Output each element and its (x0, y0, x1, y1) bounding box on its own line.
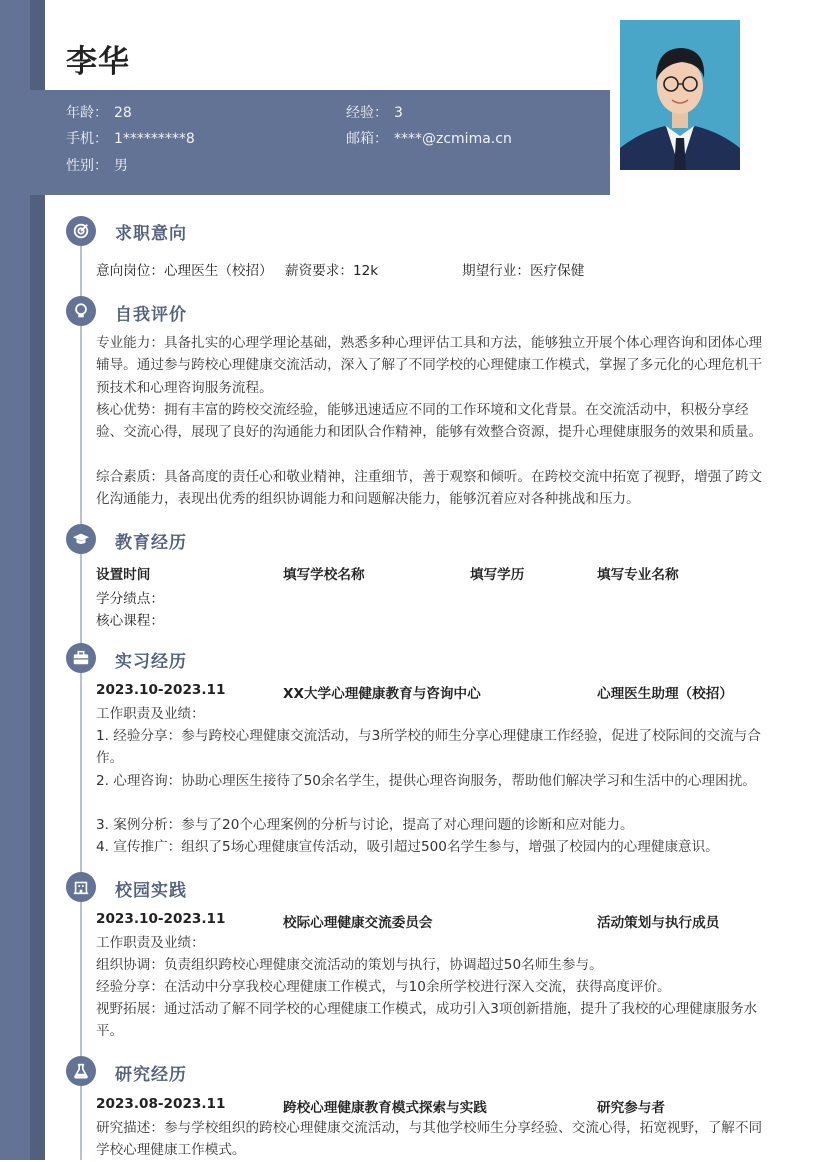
intern-item-4: 4. 宣传推广：组织了5场心理健康宣传活动，吸引超过500名学生参与，增强了校园内的心理健康意识。 (96, 839, 719, 855)
section-title-intent: 求职意向 (115, 224, 187, 244)
campus-duty-label: 工作职责及业绩： (96, 935, 205, 951)
intern-org: XX大学心理健康教育与咨询中心 (283, 686, 481, 702)
section-title-research: 研究经历 (115, 1065, 187, 1085)
research-role: 研究参与者 (597, 1100, 665, 1116)
edu-school: 填写学校名称 (283, 567, 365, 583)
timeline-line (80, 230, 82, 1160)
edu-gpa: 学分绩点： (96, 591, 164, 607)
edu-degree: 填写学历 (470, 567, 525, 583)
email-field: 邮箱： ****@zcmima.cn (346, 131, 512, 147)
briefcase-icon (66, 643, 96, 673)
gender-field: 性别： 男 (66, 158, 128, 174)
edu-time: 设置时间 (96, 567, 151, 583)
campus-item-1: 组织协调：负责组织跨校心理健康交流活动的策划与执行，协调超过50名师生参与。 (96, 957, 603, 973)
flask-icon (66, 1056, 96, 1086)
intern-item-3: 3. 案例分析：参与了20个心理案例的分析与讨论，提高了对心理问题的诊断和应对能力。 (96, 817, 634, 833)
target-icon (66, 216, 96, 246)
research-description: 研究描述：参与学校组织的跨校心理健康交流活动，与其他学校师生分享经验、交流心得，拓宽视野，了解不同学校心理健康工作模式。 (96, 1120, 763, 1159)
graduation-cap-icon (66, 524, 96, 554)
edu-courses: 核心课程： (96, 613, 164, 629)
section-title-self: 自我评价 (115, 305, 187, 325)
intern-item-2: 2. 心理咨询：协助心理医生接待了50余名学生，提供心理咨询服务，帮助他们解决学习和生活中的心理困扰。 (96, 773, 756, 789)
building-icon (66, 872, 96, 902)
campus-role: 活动策划与执行成员 (597, 915, 720, 931)
intent-industry: 期望行业：医疗保健 (462, 263, 585, 279)
campus-item-2: 经验分享：在活动中分享我校心理健康工作模式，与10余所学校进行深入交流，获得高度评价。 (96, 979, 671, 995)
intern-time: 2023.10-2023.11 (96, 682, 226, 698)
experience-field: 经验： 3 (346, 105, 403, 121)
section-title-campus: 校园实践 (115, 881, 187, 901)
campus-org: 校际心理健康交流委员会 (283, 915, 433, 931)
phone-field: 手机： 1*********8 (66, 131, 195, 147)
intern-duty-label: 工作职责及业绩： (96, 706, 205, 722)
intent-salary: 薪资要求：12k (285, 263, 379, 279)
edu-major: 填写专业名称 (597, 567, 679, 583)
research-time: 2023.08-2023.11 (96, 1096, 226, 1112)
resume-name: 李华 (66, 44, 130, 80)
self-eval-professional: 专业能力：具备扎实的心理学理论基础，熟悉多种心理评估工具和方法，能够独立开展个体心理咨询和团体心理辅导。通过参与跨校心理健康交流活动，深入了解了不同学校的心理健康工作模式，掌握了多元化的心理危机干预技术和心理咨询服务流程。 (96, 335, 763, 396)
section-title-internship: 实习经历 (115, 652, 187, 672)
section-title-education: 教育经历 (115, 533, 187, 553)
intern-item-1: 1. 经验分享：参与跨校心理健康交流活动，与3所学校的师生分享心理健康工作经验，促进了校际间的交流与合作。 (96, 728, 761, 767)
self-eval-strength: 核心优势：拥有丰富的跨校交流经验，能够迅速适应不同的工作环境和文化背景。在交流活动中，积极分享经验、交流心得，展现了良好的沟通能力和团队合作精神，能够有效整合资源，提升心理健康服务的效果和质量。 (96, 402, 763, 441)
intent-position: 意向岗位：心理医生（校招） (96, 263, 273, 279)
profile-photo (620, 20, 740, 170)
campus-time: 2023.10-2023.11 (96, 911, 226, 927)
campus-item-3: 视野拓展：通过活动了解不同学校的心理健康工作模式，成功引入3项创新措施，提升了我校的心理健康服务水平。 (96, 1001, 758, 1040)
self-eval-quality: 综合素质：具备高度的责任心和敬业精神，注重细节，善于观察和倾听。在跨校交流中拓宽了视野，增强了跨文化沟通能力，表现出优秀的组织协调能力和问题解决能力，能够沉着应对各种挑战和压力。 (96, 469, 763, 508)
intern-role: 心理医生助理（校招） (597, 686, 733, 702)
age-field: 年龄： 28 (66, 105, 132, 121)
bulb-icon (66, 296, 96, 326)
research-project: 跨校心理健康教育模式探索与实践 (283, 1100, 487, 1116)
